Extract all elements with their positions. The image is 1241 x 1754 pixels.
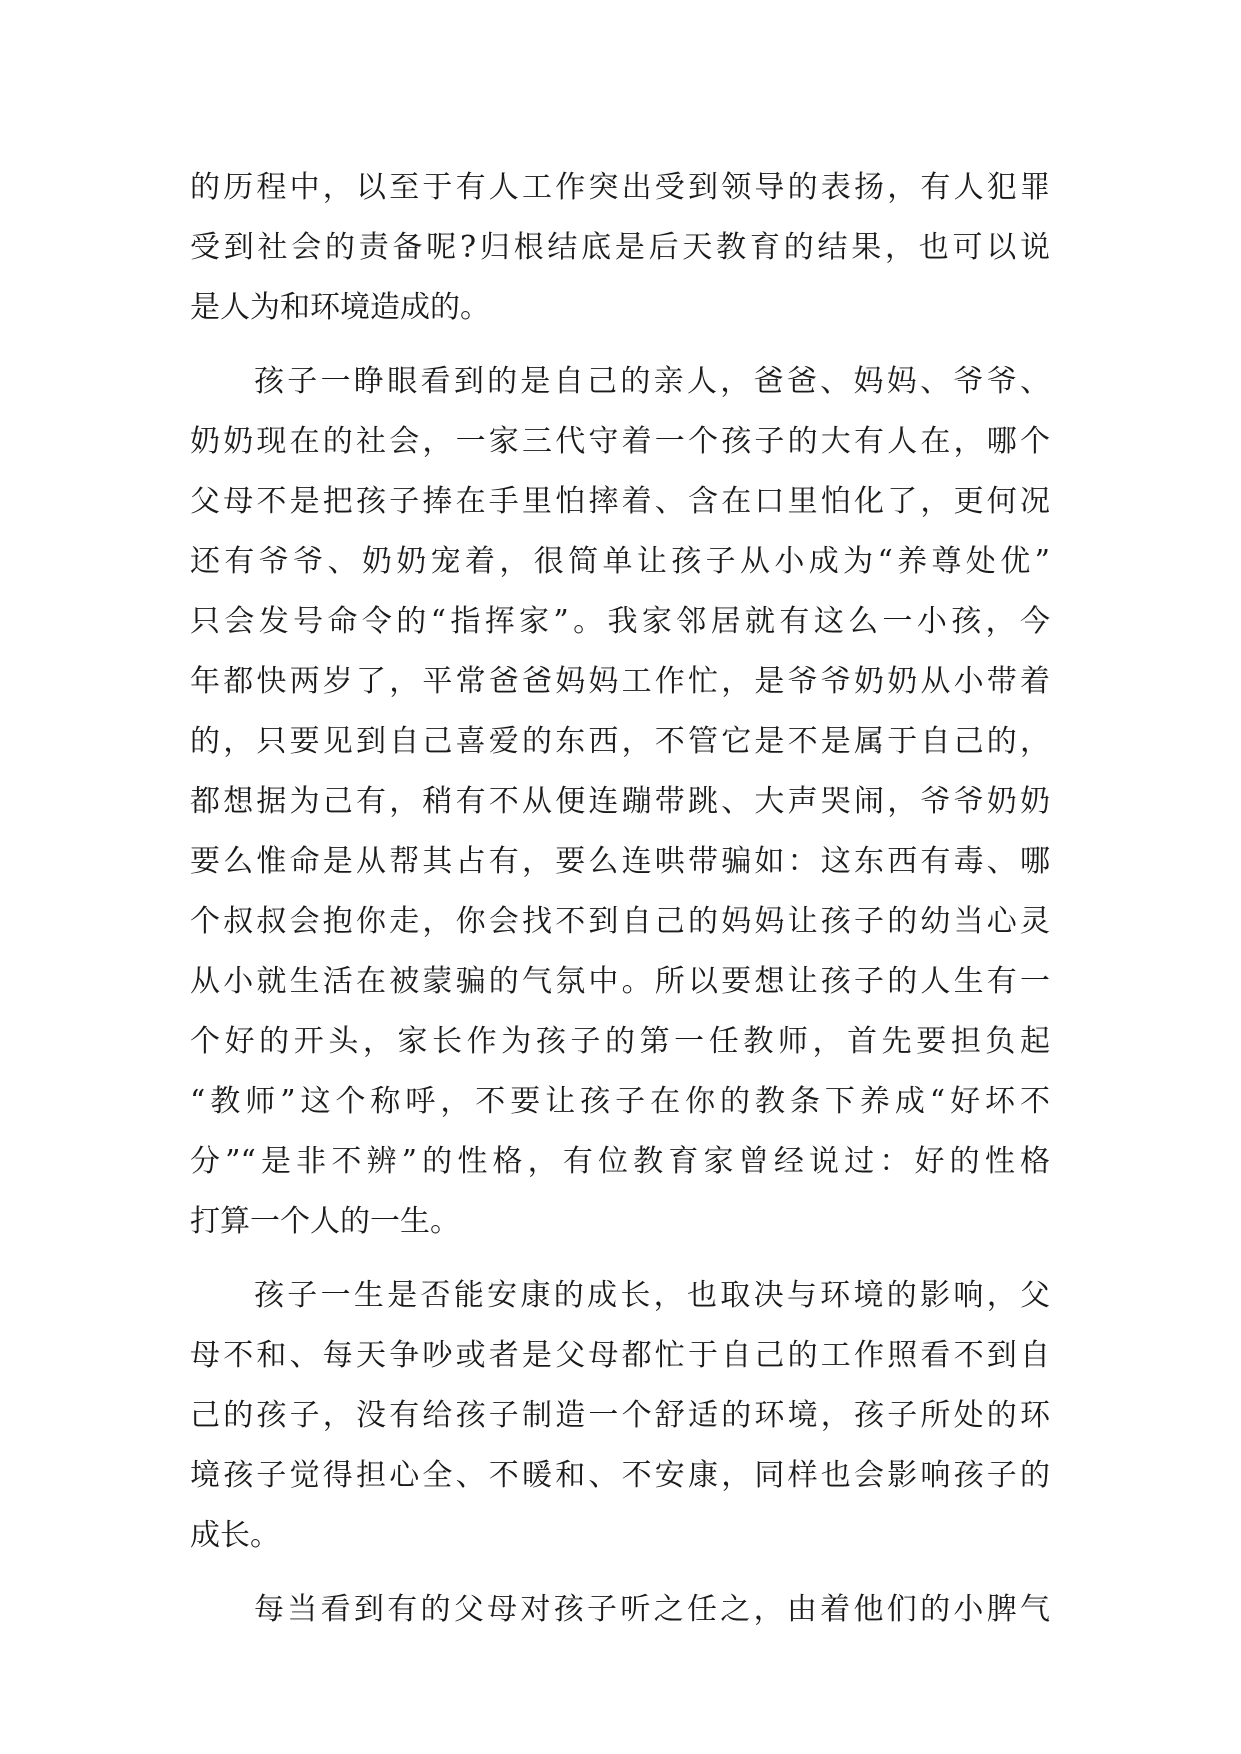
paragraph-gap (190, 1252, 1050, 1266)
text-line: 分”“是非不辨”的性格，有位教育家曾经说过：好的性格 (190, 1144, 1050, 1179)
text-line: 个好的开头，家长作为孩子的第一任教师，首先要担负起 (190, 1024, 1050, 1059)
text-line: 从小就生活在被蒙骗的气氛中。所以要想让孩子的人生有一 (190, 964, 1050, 999)
text-line: 成长。 (190, 1518, 280, 1553)
paragraph (190, 1266, 1050, 1566)
text-line: 还有爷爷、奶奶宠着，很简单让孩子从小成为“养尊处优” (190, 544, 1050, 579)
text-line: 个叔叔会抱你走，你会找不到自己的妈妈让孩子的幼当心灵 (190, 904, 1050, 939)
text-line: 每当看到有的父母对孩子听之任之，由着他们的小脾气 (254, 1592, 1050, 1627)
text-line: 的，只要见到自己喜爱的东西，不管它是不是属于自己的， (190, 724, 1050, 759)
text-line: 要么惟命是从帮其占有，要么连哄带骗如：这东西有毒、哪 (190, 844, 1050, 879)
text-line: 年都快两岁了，平常爸爸妈妈工作忙，是爷爷奶奶从小带着 (190, 664, 1050, 699)
text-line: 孩子一睁眼看到的是自己的亲人，爸爸、妈妈、爷爷、 (254, 364, 1050, 399)
paragraph-gap (190, 338, 1050, 352)
text-line: 受到社会的责备呢?归根结底是后天教育的结果，也可以说 (190, 230, 1050, 265)
text-line: 境孩子觉得担心全、不暖和、不安康，同样也会影响孩子的 (190, 1458, 1050, 1493)
paragraph (190, 352, 1050, 1252)
text-line: “教师”这个称呼，不要让孩子在你的教条下养成“好坏不 (190, 1084, 1050, 1119)
paragraph (190, 158, 1050, 338)
text-line: 己的孩子，没有给孩子制造一个舒适的环境，孩子所处的环 (190, 1398, 1050, 1433)
text-line: 是人为和环境造成的。 (190, 290, 490, 325)
text-line: 母不和、每天争吵或者是父母都忙于自己的工作照看不到自 (190, 1338, 1050, 1373)
paragraph-gap (190, 1566, 1050, 1580)
paragraph (190, 1580, 1050, 1640)
text-line: 都想据为己有，稍有不从便连蹦带跳、大声哭闹，爷爷奶奶 (190, 784, 1050, 819)
text-line: 孩子一生是否能安康的成长，也取决与环境的影响，父 (254, 1278, 1050, 1313)
text-line: 的历程中，以至于有人工作突出受到领导的表扬，有人犯罪 (190, 170, 1050, 205)
text-line: 父母不是把孩子捧在手里怕摔着、含在口里怕化了，更何况 (190, 484, 1050, 519)
document-body (190, 158, 1050, 1640)
text-line: 打算一个人的一生。 (190, 1204, 460, 1239)
text-line: 奶奶现在的社会，一家三代守着一个孩子的大有人在，哪个 (190, 424, 1050, 459)
text-line: 只会发号命令的“指挥家”。我家邻居就有这么一小孩，今 (190, 604, 1050, 639)
